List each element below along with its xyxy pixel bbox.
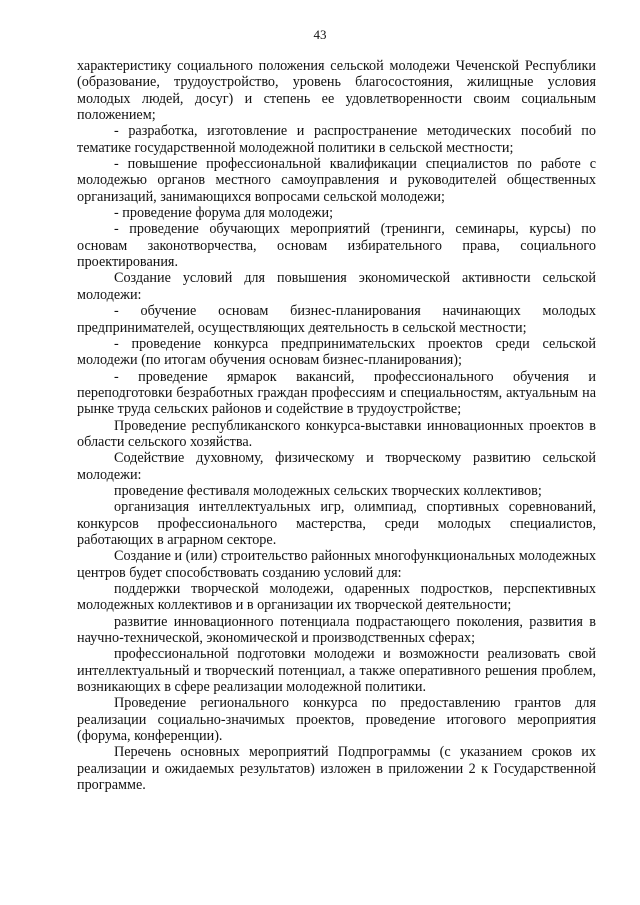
- paragraph: организация интеллектуальных игр, олимпиад, спортивных соревнований, конкурсов профессионального мастерства, среди молодых специалистов, работающих в аграрном секторе.: [77, 499, 596, 548]
- paragraph: Проведение республиканского конкурса-выставки инновационных проектов в области сельского хозяйства.: [77, 417, 596, 450]
- paragraph: Создание условий для повышения экономической активности сельской молодежи:: [77, 270, 596, 303]
- paragraph: - повышение профессиональной квалификации специалистов по работе с молодежью органов местного самоуправления и руководителей общественных организаций, занимающихся вопросами сельской молодежи;: [77, 156, 596, 205]
- paragraph: - проведение форума для молодежи;: [114, 205, 334, 222]
- paragraph: - обучение основам бизнес-планирования начинающих молодых предпринимателей, осуществляющих деятельность в сельской местности;: [77, 303, 596, 336]
- paragraph: Создание и (или) строительство районных многофункциональных молодежных центров будет способствовать созданию условий для:: [77, 548, 596, 581]
- paragraph: характеристику социального положения сельской молодежи Чеченской Республики (образование, трудоустройство, уровень благосостояния, жилищные условия молодых людей, досуг) и степень ее удовлетворенности своим социальным положением;: [77, 58, 596, 124]
- paragraph: - проведение ярмарок вакансий, профессионального обучения и переподготовки безработных граждан профессиям и специальностям, актуальным на рынке труда сельских районов и содействие в трудоустройстве;: [77, 368, 596, 418]
- paragraph: Перечень основных мероприятий Подпрограммы (с указанием сроков их реализации и ожидаемых результатов) изложен в приложении 2 к Государственной программе.: [77, 744, 596, 794]
- paragraph: - разработка, изготовление и распространение методических пособий по тематике государственной молодежной политики в сельской местности;: [77, 123, 596, 156]
- paragraph: поддержки творческой молодежи, одаренных подростков, перспективных молодежных коллективов и в организации их творческой деятельности;: [77, 581, 596, 614]
- paragraph: - проведение обучающих мероприятий (тренинги, семинары, курсы) по основам законотворчества, основам избирательного права, социального проектирования.: [77, 221, 596, 271]
- paragraph: Содействие духовному, физическому и творческому развитию сельской молодежи:: [77, 450, 596, 483]
- body-text: [77, 58, 596, 793]
- paragraph: Проведение регионального конкурса по предоставлению грантов для реализации социально-значимых проектов, проведение итогового мероприятия (форума, конференции).: [77, 695, 596, 745]
- paragraph: профессиональной подготовки молодежи и возможности реализовать свой интеллектуальный и творческий потенциал, а также оперативного решения проблем, возникающих в сфере реализации молодежной политики.: [77, 646, 596, 696]
- page-number: 43: [313, 27, 327, 42]
- paragraph: - проведение конкурса предпринимательских проектов среди сельской молодежи (по итогам обучения основам бизнес-планирования);: [77, 335, 596, 369]
- paragraph: проведение фестиваля молодежных сельских творческих коллективов;: [114, 482, 542, 499]
- paragraph: развитие инновационного потенциала подрастающего поколения, развития в научно-технической, экономической и производственных сферах;: [77, 613, 596, 647]
